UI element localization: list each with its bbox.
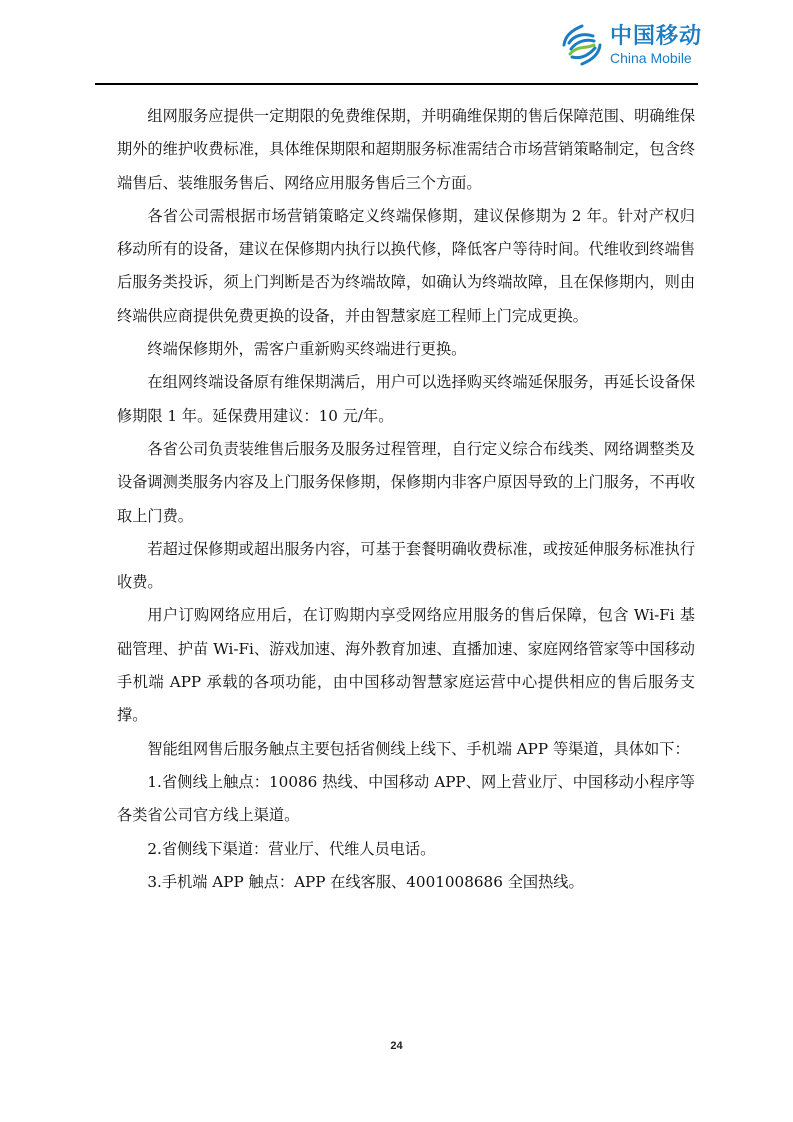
paragraph-warranty-intro: 组网服务应提供一定期限的免费维保期，并明确维保期的售后保障范围、明确维保期外的维护收费标准，具体维保期限和超期服务标准需结合市场营销策略制定，包含终端售后、装维服务售后、网络应用服务售后三个方面。: [117, 107, 695, 192]
header-divider: [95, 83, 698, 85]
logo-chinese-text: 中国移动: [610, 23, 703, 49]
paragraph-out-of-warranty: 终端保修期外，需客户重新购买终端进行更换。: [147, 340, 467, 359]
logo-english-text: China Mobile: [610, 49, 692, 66]
list-item-app-touchpoints: 3.手机端 APP 触点：APP 在线客服、4001008686 全国热线。: [147, 872, 584, 891]
list-item-offline-channels: 2.省侧线下渠道：营业厅、代维人员电话。: [147, 839, 436, 858]
paragraph-network-app-service: 用户订购网络应用后，在订购期内享受网络应用服务的售后保障，包含 Wi-Fi 基础管理、护苗 Wi-Fi、游戏加速、海外教育加速、直播加速、家庭网络管家等中国移动手机端 APP 承载的各项功能，由中国移动智慧家庭运营中心提供相应的售后服务支撑。: [117, 606, 695, 725]
document-body: [117, 100, 695, 899]
china-mobile-emblem-icon: [560, 23, 604, 67]
list-item-online-touchpoints: 1.省侧线上触点：10086 热线、中国移动 APP、网上营业厅、中国移动小程序等各类省公司官方线上渠道。: [117, 772, 695, 825]
page-number: 24: [390, 1040, 403, 1052]
paragraph-overtime-fees: 若超过保修期或超出服务内容，可基于套餐明确收费标准，或按延伸服务标准执行收费。: [117, 539, 695, 592]
paragraph-installation-service: 各省公司负责装维售后服务及服务过程管理，自行定义综合布线类、网络调整类及设备调测类服务内容及上门服务保修期，保修期内非客户原因导致的上门服务，不再收取上门费。: [117, 439, 695, 525]
china-mobile-logo: [560, 22, 702, 68]
paragraph-touchpoints-intro: 智能组网售后服务触点主要包括省侧线上线下、手机端 APP 等渠道，具体如下：: [147, 739, 690, 758]
paragraph-extended-warranty: 在组网终端设备原有维保期满后，用户可以选择购买终端延保服务，再延长设备保修期限 1 年。延保费用建议：10 元/年。: [117, 373, 695, 425]
paragraph-terminal-warranty: 各省公司需根据市场营销策略定义终端保修期，建议保修期为 2 年。针对产权归移动所有的设备，建议在保修期内执行以换代修，降低客户等待时间。代维收到终端售后服务类投诉，须上门判断是否为终端故障，如确认为终端故障，且在保修期内，则由终端供应商提供免费更换的设备，并由智慧家庭工程师上门完成更换。: [117, 206, 695, 325]
